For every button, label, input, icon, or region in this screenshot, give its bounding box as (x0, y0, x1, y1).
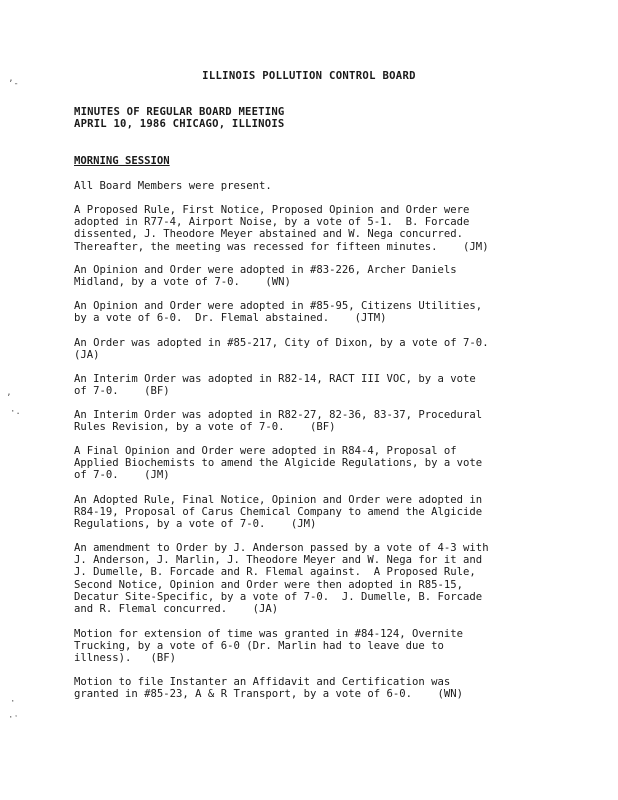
paragraph: Motion for extension of time was granted in #84-124, Overnite Trucking, by a vote of 6-0 (Dr. Marlin had to leave due to illness). (BF) (74, 628, 464, 665)
paragraph: All Board Members were present. (74, 180, 272, 192)
margin-mark: ʼ (6, 393, 12, 403)
paragraph: A Proposed Rule, First Notice, Proposed Opinion and Order were adopted in R77-4, Airport Noise, by a vote of 5-1. B. Forcade dissented, J. Theodore Meyer abstained and W. Nega concurred. Thereafter, the meeting was recessed for fifteen minutes. (JM) (74, 204, 489, 253)
paragraph: An Opinion and Order were adopted in #85-95, Citizens Utilities, by a vote of 6-0. Dr. Flemal abstained. (JTM) (74, 300, 483, 325)
session-heading: MORNING SESSION (74, 155, 170, 167)
margin-mark: ·. (10, 407, 21, 417)
paragraph: An Interim Order was adopted in R82-27, 82-36, 83-37, Procedural Rules Revision, by a vote of 7-0. (BF) (74, 409, 483, 434)
margin-mark: ·ˑ (8, 713, 19, 723)
paragraph: An Opinion and Order were adopted in #83-226, Archer Daniels Midland, by a vote of 7-0. (WN) (74, 264, 457, 289)
paragraph: An Interim Order was adopted in R82-14, RACT III VOC, by a vote of 7-0. (BF) (74, 373, 476, 398)
margin-mark: · (10, 697, 16, 707)
paragraph: An Order was adopted in #85-217, City of Dixon, by a vote of 7-0. (JA) (74, 337, 489, 362)
document-title: ILLINOIS POLLUTION CONTROL BOARD (202, 70, 416, 82)
paragraph: An amendment to Order by J. Anderson passed by a vote of 4-3 with J. Anderson, J. Marlin, J. Theodore Meyer and W. Nega for it and J. Dumelle, B. Forcade and R. Flemal against. A Proposed Rule, Second Notice, Opinion and Order were then adopted in R85-15, Decatur Site-Specific, by a vote of 7-0. J. Dumelle, B. Forcade and R. Flemal concurred. (JA) (74, 542, 489, 616)
paragraph: Motion to file Instanter an Affidavit and Certification was granted in #85-23, A & R Transport, by a vote of 6-0. (WN) (74, 676, 464, 701)
margin-mark: ʼ- (8, 79, 19, 89)
paragraph: An Adopted Rule, Final Notice, Opinion and Order were adopted in R84-19, Proposal of Carus Chemical Company to amend the Algicide Regulations, by a vote of 7-0. (JM) (74, 494, 483, 531)
meeting-date: APRIL 10, 1986 CHICAGO, ILLINOIS (74, 118, 285, 130)
paragraph: A Final Opinion and Order were adopted in R84-4, Proposal of Applied Biochemists to amend the Algicide Regulations, by a vote of 7-0. (JM) (74, 445, 483, 482)
minutes-heading: MINUTES OF REGULAR BOARD MEETING (74, 106, 285, 118)
